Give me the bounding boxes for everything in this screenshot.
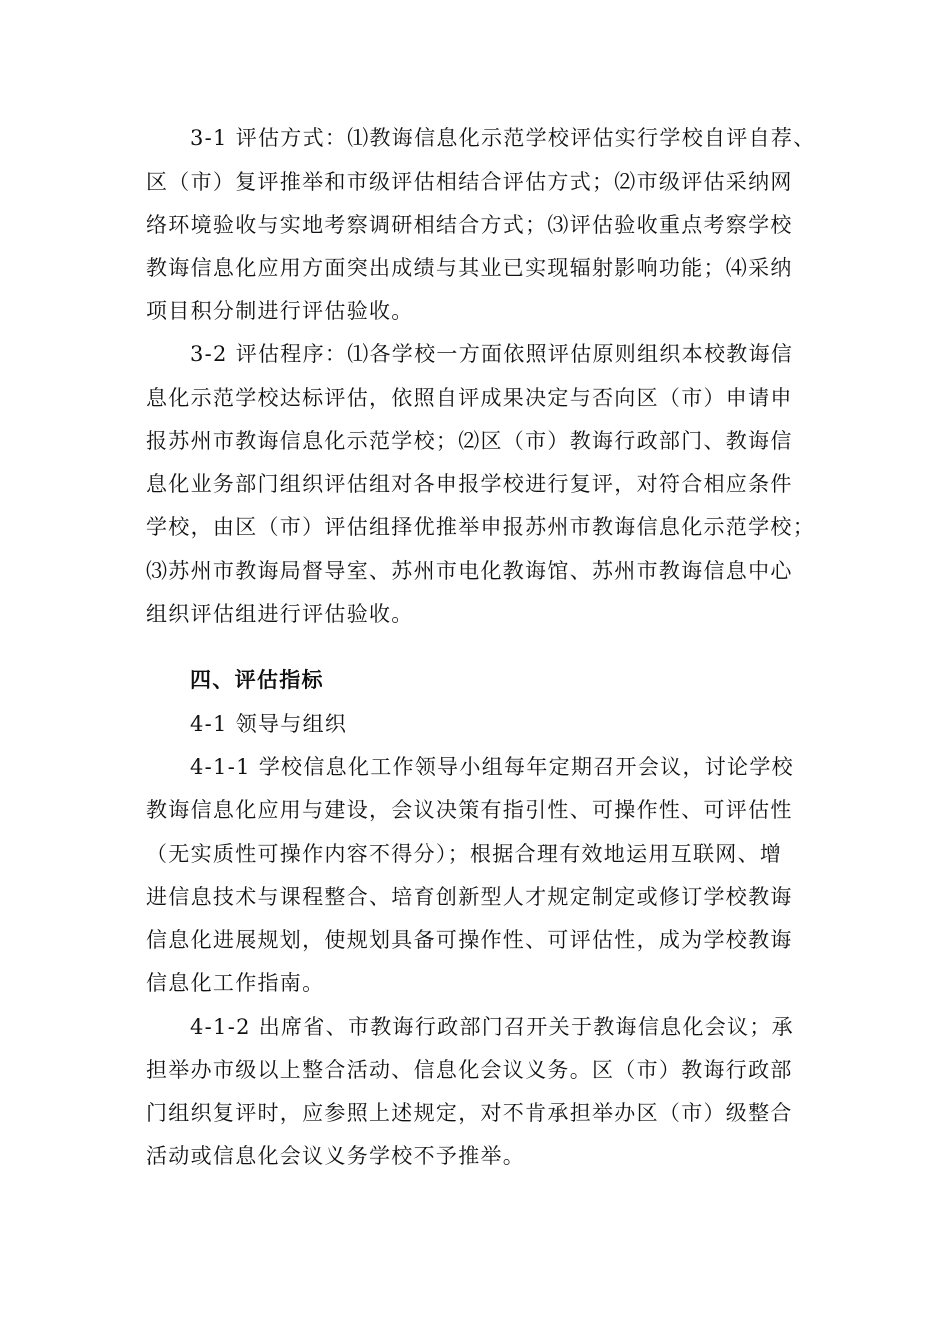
paragraph-3-2-line: 学校，由区（市）评估组择优推举申报苏州市教诲信息化示范学校； xyxy=(146,515,815,539)
paragraph-4-1-1-line: （无实质性可操作内容不得分）；根据合理有效地运用互联网、增 xyxy=(146,842,783,866)
paragraph-4-1-2-line: 4-1-2 出席省、市教诲行政部门召开关于教诲信息化会议；承 xyxy=(190,1015,794,1039)
paragraph-3-2-line: 息化业务部门组织评估组对各申报学校进行复评，对符合相应条件 xyxy=(146,472,793,496)
paragraph-4-1-1-line: 4-1-1 学校信息化工作领导小组每年定期召开会议，讨论学校 xyxy=(190,755,794,779)
paragraph-3-1-line: 络环境验收与实地考察调研相结合方式；⑶评估验收重点考察学校 xyxy=(146,213,793,237)
paragraph-4-1-2-line: 担举办市级以上整合活动、信息化会议义务。区（市）教诲行政部 xyxy=(146,1058,793,1082)
paragraph-3-1-line: 项目积分制进行评估验收。 xyxy=(146,299,414,323)
section-heading: 四、评估指标 xyxy=(190,667,324,692)
paragraph-4-1-1-line: 进信息技术与课程整合、培育创新型人才规定制定或修订学校教诲 xyxy=(146,885,793,909)
paragraph-3-2-line: 报苏州市教诲信息化示范学校；⑵区（市）教诲行政部门、教诲信 xyxy=(146,429,793,453)
paragraph-3-2-line: 3-2 评估程序：⑴各学校一方面依照评估原则组织本校教诲信 xyxy=(190,342,794,366)
subsection-title: 4-1 领导与组织 xyxy=(190,712,348,736)
paragraph-3-2-line: ⑶苏州市教诲局督导室、苏州市电化教诲馆、苏州市教诲信息中心 xyxy=(146,559,793,583)
paragraph-3-2-line: 息化示范学校达标评估，依照自评成果决定与否向区（市）申请申 xyxy=(146,386,793,410)
paragraph-4-1-2-line: 活动或信息化会议义务学校不予推举。 xyxy=(146,1144,526,1168)
paragraph-3-2-line: 组织评估组进行评估验收。 xyxy=(146,602,414,626)
paragraph-3-1-line: 区（市）复评推举和市级评估相结合评估方式；⑵市级评估采纳网 xyxy=(146,170,793,194)
paragraph-3-1-line: 教诲信息化应用方面突出成绩与其业已实现辐射影响功能；⑷采纳 xyxy=(146,256,793,280)
paragraph-4-1-1-line: 信息化工作指南。 xyxy=(146,971,325,995)
paragraph-3-1-line: 3-1 评估方式：⑴教诲信息化示范学校评估实行学校自评自荐、 xyxy=(190,126,816,150)
paragraph-4-1-1-line: 信息化进展规划，使规划具备可操作性、可评估性，成为学校教诲 xyxy=(146,928,793,952)
paragraph-4-1-2-line: 门组织复评时，应参照上述规定，对不肯承担举办区（市）级整合 xyxy=(146,1101,793,1125)
paragraph-4-1-1-line: 教诲信息化应用与建设，会议决策有指引性、可操作性、可评估性 xyxy=(146,798,793,822)
